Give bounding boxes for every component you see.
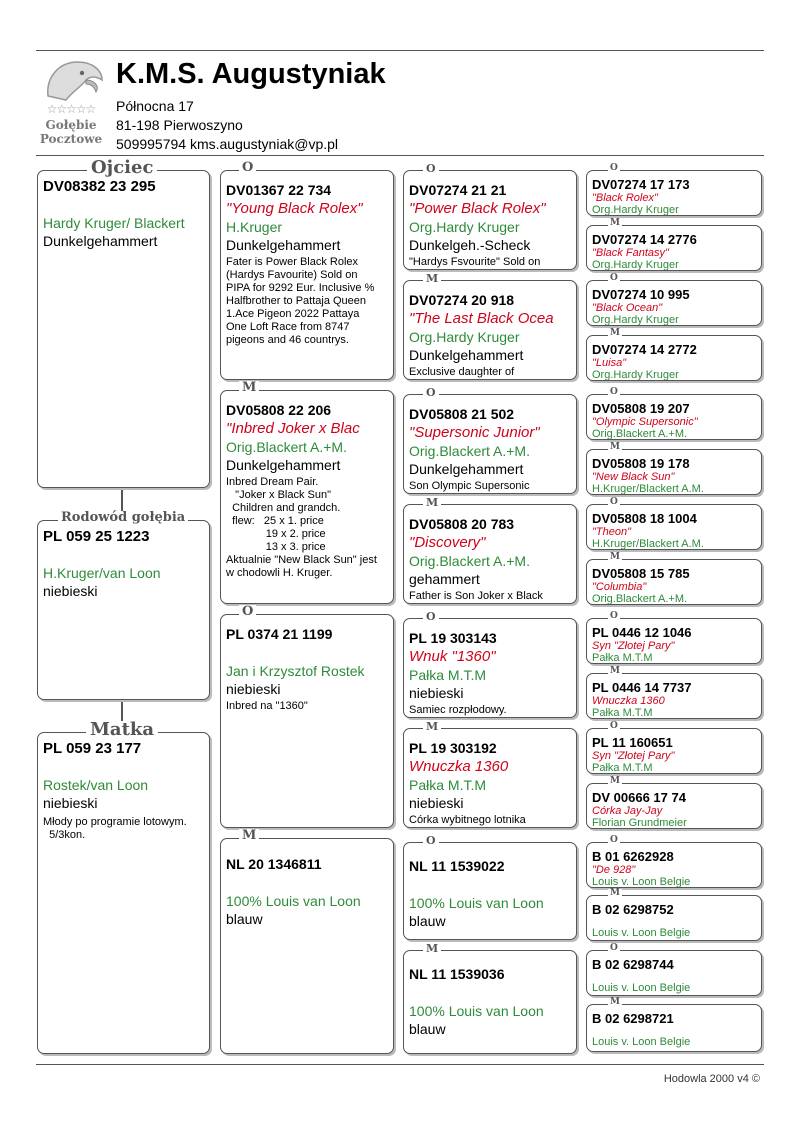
sire-label: O (423, 387, 439, 398)
dam-label: M (423, 721, 441, 732)
gg-grandparent-name: Wnuczka 1360 (592, 695, 665, 707)
gg-grandparent-name: "Columbia" (592, 581, 647, 593)
gg-grandparent-ring: DV07274 14 2772 (592, 342, 697, 357)
great-grandparent-box[interactable] (403, 618, 577, 718)
grandparent-box[interactable] (220, 390, 394, 604)
dam-label: M (610, 776, 620, 786)
sire-label: O (239, 605, 256, 618)
great-grandparent-box[interactable] (403, 842, 577, 940)
sire-label: O (610, 387, 618, 397)
contact-info: 509995794 kms.augustyniak@vp.pl (116, 136, 339, 152)
grandparent-ring: PL 0374 21 1199 (226, 626, 333, 642)
gg-grandparent-box[interactable] (586, 618, 762, 664)
gg-grandparent-box[interactable] (586, 280, 762, 326)
great-grandparent-ring: PL 19 303143 (409, 630, 497, 646)
grandparent-note: Inbred Dream Pair. "Joker x Black Sun" Children and grandch. flew: 25 x 1. price 19 x 2. price 13 x 3. price Aktualnie "New Black Sun" jest w chodowli H. Kruger. (226, 476, 377, 579)
grandparent-ring: NL 20 1346811 (226, 856, 322, 872)
top-divider (36, 50, 764, 51)
gg-grandparent-box[interactable] (586, 504, 762, 550)
gg-grandparent-name: "New Black Sun" (592, 471, 675, 483)
gg-grandparent-breeder: H.Kruger/Blackert A.M. (592, 483, 704, 495)
subject-breeder: H.Kruger/van Loon (43, 565, 161, 581)
great-grandparent-breeder: Pałka M.T.M (409, 777, 487, 793)
logo-stars: ☆☆☆☆☆ (46, 102, 96, 116)
gg-grandparent-name: "Theon" (592, 526, 631, 538)
gg-grandparent-box[interactable] (586, 559, 762, 605)
address-street: Północna 17 (116, 98, 194, 114)
gg-grandparent-ring: DV07274 10 995 (592, 287, 690, 302)
gg-grandparent-name: "Black Ocean" (592, 302, 663, 314)
sire-label: O (610, 273, 618, 283)
great-grandparent-name: "The Last Black Ocea (409, 310, 554, 327)
mother-ring: PL 059 23 177 (43, 740, 142, 757)
great-grandparent-box[interactable] (403, 280, 577, 380)
great-grandparent-ring: DV05808 21 502 (409, 406, 515, 422)
great-grandparent-ring: DV05808 20 783 (409, 516, 515, 532)
logo (36, 56, 106, 146)
gg-grandparent-box[interactable] (586, 394, 762, 440)
sire-label: O (610, 943, 618, 953)
gg-grandparent-name: "Black Fantasy" (592, 247, 669, 259)
gg-grandparent-ring: PL 0446 12 1046 (592, 625, 692, 640)
dam-label: M (610, 328, 620, 338)
address-city: 81-198 Pierwoszyno (116, 117, 243, 133)
great-grandparent-breeder: 100% Louis van Loon (409, 1003, 544, 1019)
grandparent-ring: DV05808 22 206 (226, 402, 332, 418)
subject-ring: PL 059 25 1223 (43, 528, 150, 545)
connector-line (121, 488, 123, 512)
sire-label: O (239, 161, 256, 174)
gg-grandparent-ring: B 02 6298744 (592, 957, 674, 972)
grandparent-name: "Inbred Joker x Blac (226, 420, 360, 437)
gg-grandparent-breeder: Org.Hardy Kruger (592, 314, 679, 326)
great-grandparent-note: "Hardys Fsvourite" Sold on (409, 256, 541, 268)
grandparent-ring: DV01367 22 734 (226, 182, 332, 198)
gg-grandparent-box[interactable] (586, 950, 762, 996)
gg-grandparent-box[interactable] (586, 783, 762, 829)
gg-grandparent-box[interactable] (586, 335, 762, 381)
gg-grandparent-name: Syn "Złotej Pary" (592, 750, 675, 762)
grandparent-breeder: Jan i Krzysztof Rostek (226, 663, 365, 679)
great-grandparent-breeder: Org.Hardy Kruger (409, 219, 520, 235)
gg-grandparent-box[interactable] (586, 895, 762, 941)
gg-grandparent-ring: DV 00666 17 74 (592, 790, 686, 805)
gg-grandparent-breeder: Pałka M.T.M (592, 652, 653, 664)
gg-grandparent-breeder: Org.Hardy Kruger (592, 259, 679, 271)
gg-grandparent-breeder: Louis v. Loon Belgie (592, 982, 691, 994)
sire-label: O (610, 611, 618, 621)
grandparent-name: "Young Black Rolex" (226, 200, 363, 217)
dam-label: M (239, 381, 259, 394)
mother-color: niebieski (43, 795, 98, 811)
gg-grandparent-breeder: Louis v. Loon Belgie (592, 876, 691, 888)
great-grandparent-breeder: 100% Louis van Loon (409, 895, 544, 911)
mother-box[interactable] (37, 732, 210, 1054)
grandparent-breeder: 100% Louis van Loon (226, 893, 361, 909)
gg-grandparent-breeder: Org.Hardy Kruger (592, 369, 679, 381)
footer-divider (36, 1064, 764, 1065)
great-grandparent-ring: DV07274 21 21 (409, 182, 507, 198)
great-grandparent-name: "Power Black Rolex" (409, 200, 546, 217)
gg-grandparent-ring: DV05808 19 178 (592, 456, 690, 471)
gg-grandparent-name: "Olympic Supersonic" (592, 416, 698, 428)
gg-grandparent-ring: DV07274 17 173 (592, 177, 690, 192)
dam-label: M (423, 497, 441, 508)
great-grandparent-note: Son Olympic Supersonic (409, 480, 530, 492)
great-grandparent-box[interactable] (403, 728, 577, 828)
great-grandparent-color: gehammert (409, 571, 480, 587)
gg-grandparent-breeder: Org.Hardy Kruger (592, 204, 679, 216)
gg-grandparent-ring: B 01 6262928 (592, 849, 674, 864)
great-grandparent-breeder: Org.Hardy Kruger (409, 329, 520, 345)
grandparent-color: niebieski (226, 681, 281, 697)
gg-grandparent-box[interactable] (586, 1004, 762, 1052)
father-box[interactable] (37, 170, 210, 488)
great-grandparent-color: Dunkelgehammert (409, 461, 524, 477)
father-ring: DV08382 23 295 (43, 178, 156, 195)
gg-grandparent-name: "De 928" (592, 864, 636, 876)
dam-label: M (610, 218, 620, 228)
gg-grandparent-box[interactable] (586, 449, 762, 495)
great-grandparent-box[interactable] (403, 504, 577, 604)
grandparent-box[interactable] (220, 614, 394, 828)
great-grandparent-ring: NL 11 1539022 (409, 858, 505, 874)
great-grandparent-color: niebieski (409, 685, 464, 701)
grandparent-color: Dunkelgehammert (226, 237, 341, 253)
grandparent-breeder: Orig.Blackert A.+M. (226, 439, 347, 455)
dam-label: M (610, 552, 620, 562)
footer-text: Hodowla 2000 v4 © (663, 1073, 760, 1085)
great-grandparent-color: Dunkelgehammert (409, 347, 524, 363)
dam-label: M (423, 943, 441, 954)
gg-grandparent-ring: PL 0446 14 7737 (592, 680, 692, 695)
dam-label: M (610, 442, 620, 452)
gg-grandparent-box[interactable] (586, 170, 762, 216)
mother-label: Matka (86, 721, 158, 739)
sire-label: O (610, 721, 618, 731)
grandparent-note: Fater is Power Black Rolex (Hardys Favourite) Sold on PIPA for 9292 Eur. Inclusive % Halfbrother to Pattaja Queen 1.Ace Pigeon 2022 Pattaya One Loft Race from 8747 pigeons and 46 countrys. (226, 256, 375, 346)
gg-grandparent-breeder: Orig.Blackert A.+M. (592, 593, 688, 605)
eagle-head-icon (36, 56, 106, 104)
gg-grandparent-breeder: Pałka M.T.M (592, 707, 653, 719)
great-grandparent-name: Wnuczka 1360 (409, 758, 509, 775)
mother-breeder: Rostek/van Loon (43, 777, 149, 793)
grandparent-color: blauw (226, 911, 263, 927)
mother-note: Młody po programie lotowym. 5/3kon. (43, 816, 187, 841)
dam-label: M (610, 666, 620, 676)
breeder-name: K.M.S. Augustyniak (116, 58, 386, 90)
great-grandparent-ring: DV07274 20 918 (409, 292, 515, 308)
sire-label: O (423, 163, 439, 174)
logo-text-line1: Gołębie (45, 118, 97, 132)
gg-grandparent-name: "Black Rolex" (592, 192, 658, 204)
header-divider (36, 155, 764, 156)
gg-grandparent-ring: PL 11 160651 (592, 735, 673, 750)
great-grandparent-note: Exclusive daughter of (409, 366, 515, 378)
gg-grandparent-name: Córka Jay-Jay (592, 805, 663, 817)
grandparent-note: Inbred na "1360" (226, 700, 308, 712)
gg-grandparent-breeder: Florian Grundmeier (592, 817, 687, 829)
great-grandparent-color: Dunkelgeh.-Scheck (409, 237, 531, 253)
gg-grandparent-box[interactable] (586, 225, 762, 271)
sire-label: O (610, 497, 618, 507)
great-grandparent-note: Father is Son Joker x Black (409, 590, 543, 602)
great-grandparent-name: "Discovery" (409, 534, 486, 551)
grandparent-breeder: H.Kruger (226, 219, 283, 235)
great-grandparent-name: "Supersonic Junior" (409, 424, 540, 441)
great-grandparent-breeder: Orig.Blackert A.+M. (409, 443, 530, 459)
gg-grandparent-ring: DV05808 19 207 (592, 401, 690, 416)
great-grandparent-ring: NL 11 1539036 (409, 966, 505, 982)
gg-grandparent-ring: DV05808 18 1004 (592, 511, 697, 526)
grandparent-box[interactable] (220, 170, 394, 380)
gg-grandparent-name: "Luisa" (592, 357, 627, 369)
gg-grandparent-ring: DV07274 14 2776 (592, 232, 697, 247)
gg-grandparent-breeder: Louis v. Loon Belgie (592, 927, 691, 939)
great-grandparent-color: blauw (409, 913, 446, 929)
great-grandparent-breeder: Pałka M.T.M (409, 667, 487, 683)
great-grandparent-note: Córka wybitnego lotnika (409, 814, 526, 826)
sire-label: O (423, 611, 439, 622)
gg-grandparent-ring: B 02 6298721 (592, 1011, 674, 1026)
great-grandparent-ring: PL 19 303192 (409, 740, 497, 756)
great-grandparent-color: niebieski (409, 795, 464, 811)
great-grandparent-box[interactable] (403, 394, 577, 494)
dam-label: M (610, 888, 620, 898)
subject-box[interactable] (37, 520, 210, 700)
gg-grandparent-box[interactable] (586, 842, 762, 888)
dam-label: M (610, 997, 620, 1007)
great-grandparent-box[interactable] (403, 950, 577, 1054)
dam-label: M (239, 829, 259, 842)
gg-grandparent-breeder: Orig.Blackert A.+M. (592, 428, 688, 440)
father-label: Ojciec (87, 159, 157, 177)
dam-label: M (423, 273, 441, 284)
father-breeder: Hardy Kruger/ Blackert (43, 215, 185, 231)
gg-grandparent-breeder: H.Kruger/Blackert A.M. (592, 538, 704, 550)
logo-text-line2: Pocztowe (39, 132, 103, 146)
sire-label: O (610, 163, 618, 173)
grandparent-box[interactable] (220, 838, 394, 1054)
gg-grandparent-ring: B 02 6298752 (592, 902, 674, 917)
pedigree-label: Rodowód gołębia (58, 511, 188, 524)
gg-grandparent-ring: DV05808 15 785 (592, 566, 690, 581)
gg-grandparent-breeder: Pałka M.T.M (592, 762, 653, 774)
great-grandparent-breeder: Orig.Blackert A.+M. (409, 553, 530, 569)
subject-color: niebieski (43, 583, 98, 599)
grandparent-color: Dunkelgehammert (226, 457, 341, 473)
great-grandparent-note: Samiec rozpłodowy. (409, 704, 507, 716)
gg-grandparent-box[interactable] (586, 673, 762, 719)
gg-grandparent-name: Syn "Złotej Pary" (592, 640, 675, 652)
great-grandparent-color: blauw (409, 1021, 446, 1037)
great-grandparent-name: Wnuk "1360" (409, 648, 496, 665)
sire-label: O (423, 835, 439, 846)
sire-label: O (610, 835, 618, 845)
great-grandparent-box[interactable] (403, 170, 577, 270)
gg-grandparent-breeder: Louis v. Loon Belgie (592, 1036, 691, 1048)
father-color: Dunkelgehammert (43, 233, 158, 249)
gg-grandparent-box[interactable] (586, 728, 762, 774)
